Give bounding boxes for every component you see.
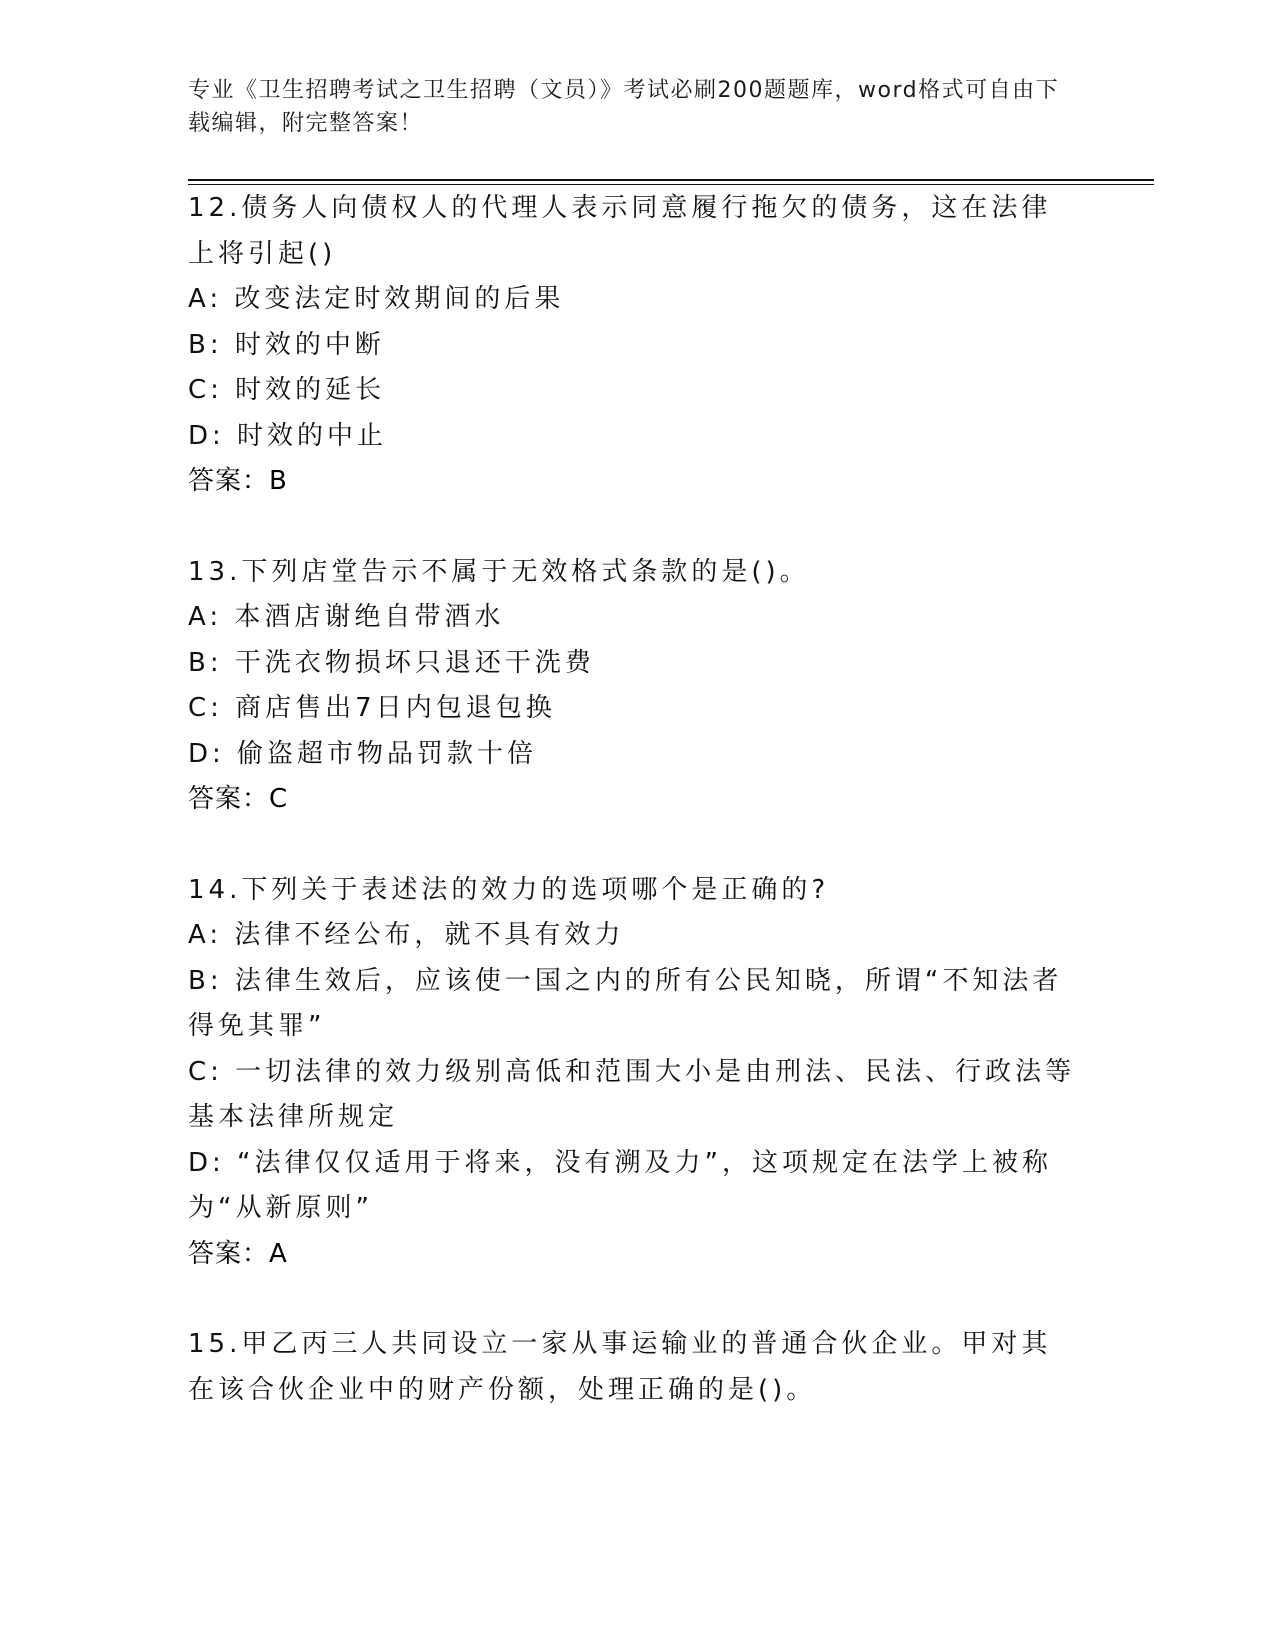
- option-a: A: 本酒店谢绝自带酒水: [188, 602, 505, 632]
- question-12: [188, 186, 1078, 505]
- question-stem: 13.下列店堂告示不属于无效格式条款的是()。: [188, 556, 810, 587]
- header-divider-thick: [188, 179, 1154, 181]
- option-b: B: 法律生效后，应该使一国之内的所有公民知晓，所谓“不知法者得免其罪”: [188, 965, 1063, 1041]
- option-c: C: 一切法律的效力级别高低和范围大小是由刑法、民法、行政法等基本法律所规定: [188, 1056, 1076, 1132]
- question-15: [188, 1322, 1078, 1413]
- option-d: D: 偷盗超市物品罚款十倍: [188, 738, 538, 769]
- option-d: D: “法律仅仅适用于将来，没有溯及力”，这项规定在法学上被称为“从新原则”: [188, 1147, 1052, 1223]
- answer-label: 答案：C: [188, 784, 289, 814]
- question-14: [188, 868, 1078, 1278]
- answer-label: 答案：B: [188, 466, 288, 496]
- header-divider-thin: [188, 184, 1154, 185]
- question-list: [188, 186, 1078, 1458]
- option-a: A: 法律不经公布，就不具有效力: [188, 920, 625, 950]
- answer-label: 答案：A: [188, 1238, 288, 1269]
- question-stem: 14.下列关于表述法的效力的选项哪个是正确的?: [188, 874, 830, 905]
- document-header: 专业《卫生招聘考试之卫生招聘（文员）》考试必刷200题题库，word格式可自由下载编辑，附完整答案！: [188, 78, 1060, 136]
- option-d: D: 时效的中止: [188, 420, 388, 451]
- option-a: A: 改变法定时效期间的后果: [188, 284, 565, 314]
- option-b: B: 时效的中断: [188, 329, 385, 360]
- option-b: B: 干洗衣物损坏只退还干洗费: [188, 647, 595, 678]
- question-13: [188, 550, 1078, 823]
- option-c: C: 商店售出7日内包退包换: [188, 693, 556, 723]
- question-stem: 15.甲乙丙三人共同设立一家从事运输业的普通合伙企业。甲对其在该合伙企业中的财产份额，处理正确的是()。: [188, 1329, 1052, 1405]
- question-stem: 12.债务人向债权人的代理人表示同意履行拖欠的债务，这在法律上将引起(): [188, 193, 1052, 269]
- option-c: C: 时效的延长: [188, 375, 386, 405]
